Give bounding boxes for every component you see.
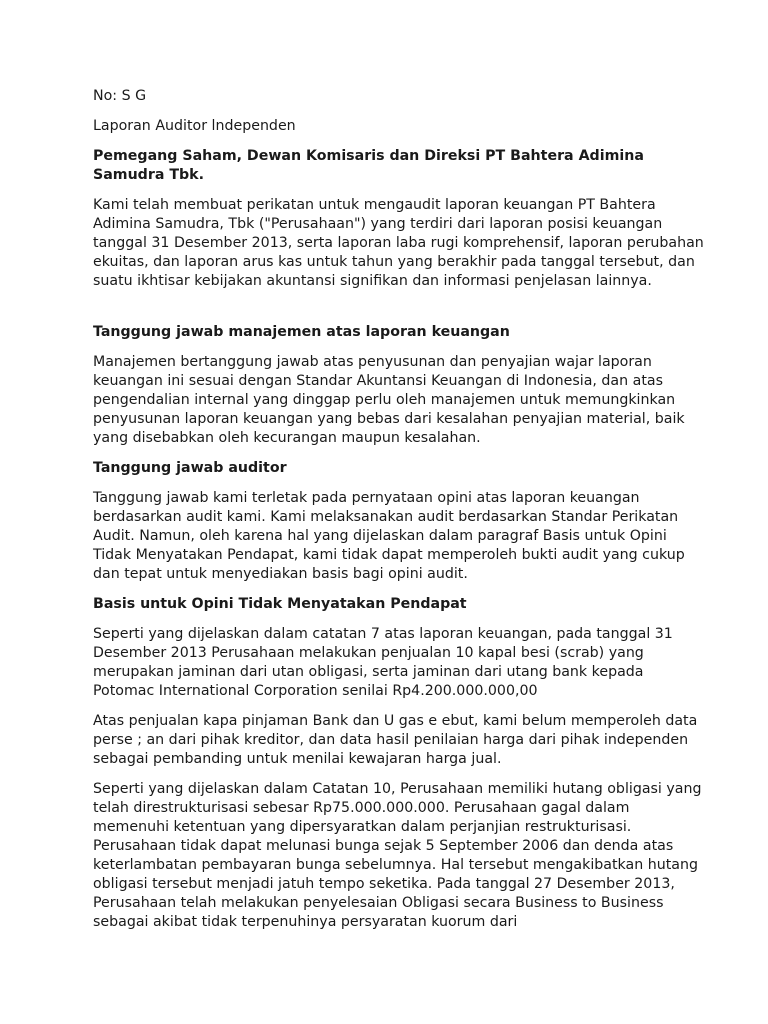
intro-paragraph: Kami telah membuat perikatan untuk mengaudit laporan keuangan PT Bahtera Adimina Samudra, Tbk ("Perusahaan") yang terdiri dari laporan posisi keuangan tanggal 31 Desember 2013, serta laporan laba rugi komprehensif, laporan perubahan ekuitas, dan laporan arus kas untuk tahun yang berakhir pada tanggal tersebut, dan suatu ikhtisar kebijakan akuntansi signifikan dan informasi penjelasan lainnya. bbox=[93, 197, 704, 289]
addressee: Pemegang Saham, Dewan Komisaris dan Direksi PT Bahtera Adimina Samudra Tbk. bbox=[93, 148, 644, 183]
document-title: Laporan Auditor lndependen bbox=[93, 118, 296, 134]
section-heading-management-responsibility: Tanggung jawab manajemen atas laporan keuangan bbox=[93, 324, 510, 340]
section-heading-auditor-responsibility: Tanggung jawab auditor bbox=[93, 460, 287, 476]
section-heading-basis-for-disclaimer: Basis untuk Opini Tidak Menyatakan Pendapat bbox=[93, 596, 467, 612]
section-paragraph: Tanggung jawab kami terletak pada pernyataan opini atas laporan keuangan berdasarkan audit kami. Kami melaksanakan audit berdasarkan Standar Perikatan Audit. Namun, oleh karena hal yang dijelaskan dalam paragraf Basis untuk Opini Tidak Menyatakan Pendapat, kami tidak dapat memperoleh bukti audit yang cukup dan tepat untuk menyediakan basis bagi opini audit. bbox=[93, 490, 685, 582]
section-paragraph: Seperti yang dijelaskan dalam catatan 7 atas laporan keuangan, pada tanggal 31 Desember 2013 Perusahaan melakukan penjualan 10 kapal besi (scrab) yang merupakan jaminan dari utan obligasi, serta jaminan dari utang bank kepada Potomac International Corporation senilai Rp4.200.000.000,00 bbox=[93, 626, 673, 699]
section-paragraph: Manajemen bertanggung jawab atas penyusunan dan penyajian wajar laporan keuangan ini sesuai dengan Standar Akuntansi Keuangan di Indonesia, dan atas pengendalian internal yang dinggap perlu oleh manajemen untuk memungkinkan penyusunan laporan keuangan yang bebas dari kesalahan penyajian material, baik yang disebabkan oleh kecurangan maupun kesalahan. bbox=[93, 354, 685, 446]
document-number: No: S G bbox=[93, 88, 147, 104]
section-paragraph: Atas penjualan kapa pinjaman Bank dan U gas e ebut, kami belum memperoleh data perse ; an dari pihak kreditor, dan data hasil penilaian harga dari pihak independen sebagai pembanding untuk menilai kewajaran harga jual. bbox=[93, 713, 698, 767]
section-paragraph: Seperti yang dijelaskan dalam Catatan 10, Perusahaan memiliki hutang obligasi yang telah direstrukturisasi sebesar Rp75.000.000.000. Perusahaan gagal dalam memenuhi ketentuan yang dipersyaratkan dalam perjanjian restrukturisasi. Perusahaan tidak dapat melunasi bunga sejak 5 September 2006 dan denda atas keterlambatan pembayaran bunga sebelumnya. Hal tersebut mengakibatkan hutang obligasi tersebut menjadi jatuh tempo seketika. Pada tanggal 27 Desember 2013, Perusahaan telah melakukan penyelesaian Obligasi secara Business to Business sebagai akibat tidak terpenuhinya persyaratan kuorum dari bbox=[93, 781, 702, 930]
